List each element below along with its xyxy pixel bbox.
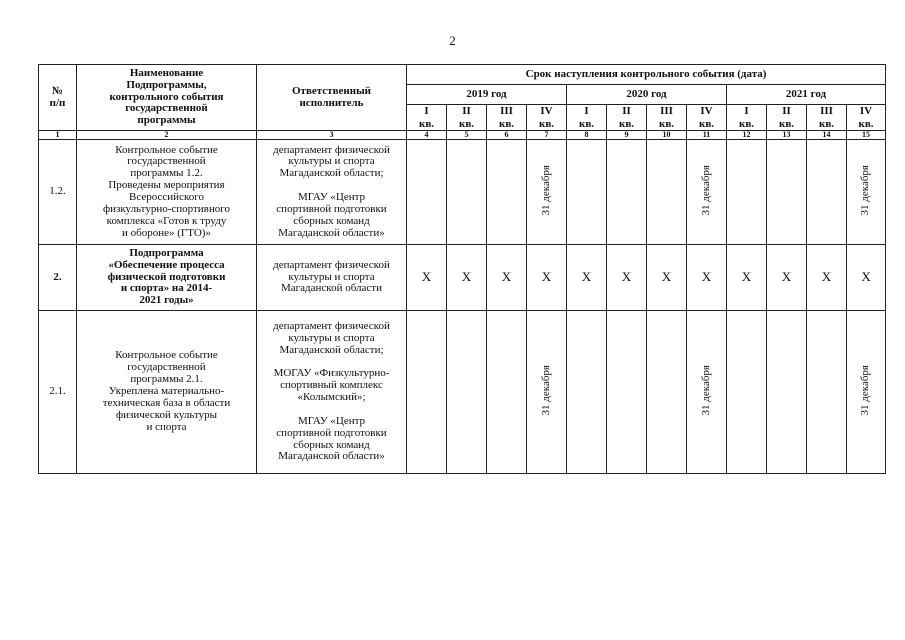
quarter-cell <box>447 140 487 245</box>
row-number: 2. <box>39 245 77 311</box>
column-number: 7 <box>527 131 567 140</box>
row-responsible: департамент физической культуры и спорта Магаданской области; МОГАУ «Физкультурно- спортивный комплекс «Колымский»; МГАУ «Центр спортивной подготовки сборных команд Магаданской области» <box>257 311 407 474</box>
quarter-cell <box>647 311 687 474</box>
quarter-header: III кв. <box>807 105 847 131</box>
quarter-cell <box>407 140 447 245</box>
quarter-cell: Х <box>487 245 527 311</box>
quarter-cell: Х <box>567 245 607 311</box>
column-number: 11 <box>687 131 727 140</box>
quarter-cell: Х <box>647 245 687 311</box>
deadline-date: 31 декабря <box>699 164 712 216</box>
quarter-cell <box>447 311 487 474</box>
quarter-cell <box>567 140 607 245</box>
column-number: 15 <box>847 131 886 140</box>
control-events-table <box>38 64 886 474</box>
quarter-cell <box>727 140 767 245</box>
quarter-cell: Х <box>767 245 807 311</box>
quarter-cell <box>807 140 847 245</box>
row-responsible: департамент физической культуры и спорта Магаданской области <box>257 245 407 311</box>
header-year-2021: 2021 год <box>727 85 886 105</box>
deadline-date: 31 декабря <box>699 364 712 416</box>
quarter-header: IV кв. <box>847 105 886 131</box>
header-year-2020: 2020 год <box>567 85 727 105</box>
quarter-header: II кв. <box>447 105 487 131</box>
quarter-cell <box>607 140 647 245</box>
quarter-cell: Х <box>807 245 847 311</box>
column-number-row <box>39 131 886 140</box>
deadline-date: 31 декабря <box>859 164 872 216</box>
quarter-header: II кв. <box>607 105 647 131</box>
table-row <box>39 311 886 474</box>
quarter-cell <box>807 311 847 474</box>
deadline-date: 31 декабря <box>539 364 552 416</box>
table-row <box>39 245 886 311</box>
row-name: Контрольное событие государственной программы 1.2. Проведены мероприятия Всероссийского физкультурно-спортивного комплекса «Готов к труду и обороне» (ГТО)» <box>77 140 257 245</box>
quarter-cell <box>687 140 727 245</box>
quarter-header: III кв. <box>487 105 527 131</box>
column-number: 2 <box>77 131 257 140</box>
row-number: 2.1. <box>39 311 77 474</box>
quarter-cell: Х <box>847 245 886 311</box>
quarter-cell <box>607 311 647 474</box>
quarter-cell <box>487 311 527 474</box>
quarter-header: I кв. <box>727 105 767 131</box>
row-name: Контрольное событие государственной программы 2.1. Укреплена материально- техническая база в области физической культуры и спорта <box>77 311 257 474</box>
header-year-2019: 2019 год <box>407 85 567 105</box>
header-num: № п/п <box>39 65 77 131</box>
table-row <box>39 140 886 245</box>
quarter-header: II кв. <box>767 105 807 131</box>
column-number: 14 <box>807 131 847 140</box>
quarter-cell <box>487 140 527 245</box>
quarter-cell <box>567 311 607 474</box>
column-number: 3 <box>257 131 407 140</box>
header-responsible: Ответственный исполнитель <box>257 65 407 131</box>
quarter-cell: Х <box>607 245 647 311</box>
page-number: 2 <box>449 33 456 48</box>
column-number: 1 <box>39 131 77 140</box>
quarter-cell <box>847 311 886 474</box>
column-number: 9 <box>607 131 647 140</box>
header-deadline: Срок наступления контрольного события (дата) <box>407 65 886 85</box>
quarter-header: I кв. <box>567 105 607 131</box>
quarter-cell <box>407 311 447 474</box>
quarter-cell: Х <box>687 245 727 311</box>
deadline-date: 31 декабря <box>539 164 552 216</box>
column-number: 6 <box>487 131 527 140</box>
row-responsible: департамент физической культуры и спорта Магаданской области; МГАУ «Центр спортивной подготовки сборных команд Магаданской области» <box>257 140 407 245</box>
quarter-cell: Х <box>527 245 567 311</box>
column-number: 12 <box>727 131 767 140</box>
quarter-header: I кв. <box>407 105 447 131</box>
quarter-cell <box>767 140 807 245</box>
column-number: 10 <box>647 131 687 140</box>
deadline-date: 31 декабря <box>859 364 872 416</box>
row-name: Подпрограмма «Обеспечение процесса физической подготовки и спорта» на 2014- 2021 годы» <box>77 245 257 311</box>
quarter-cell <box>647 140 687 245</box>
column-number: 5 <box>447 131 487 140</box>
quarter-cell <box>767 311 807 474</box>
table-header <box>39 65 886 140</box>
column-number: 13 <box>767 131 807 140</box>
quarter-cell <box>847 140 886 245</box>
quarter-cell <box>527 140 567 245</box>
quarter-header: IV кв. <box>687 105 727 131</box>
column-number: 4 <box>407 131 447 140</box>
quarter-cell: Х <box>727 245 767 311</box>
quarter-cell <box>687 311 727 474</box>
quarter-header: III кв. <box>647 105 687 131</box>
quarter-cell <box>527 311 567 474</box>
quarter-header: IV кв. <box>527 105 567 131</box>
row-number: 1.2. <box>39 140 77 245</box>
header-name: Наименование Подпрограммы, контрольного события государственной программы <box>77 65 257 131</box>
quarter-cell: Х <box>407 245 447 311</box>
quarter-cell: Х <box>447 245 487 311</box>
quarter-cell <box>727 311 767 474</box>
column-number: 8 <box>567 131 607 140</box>
